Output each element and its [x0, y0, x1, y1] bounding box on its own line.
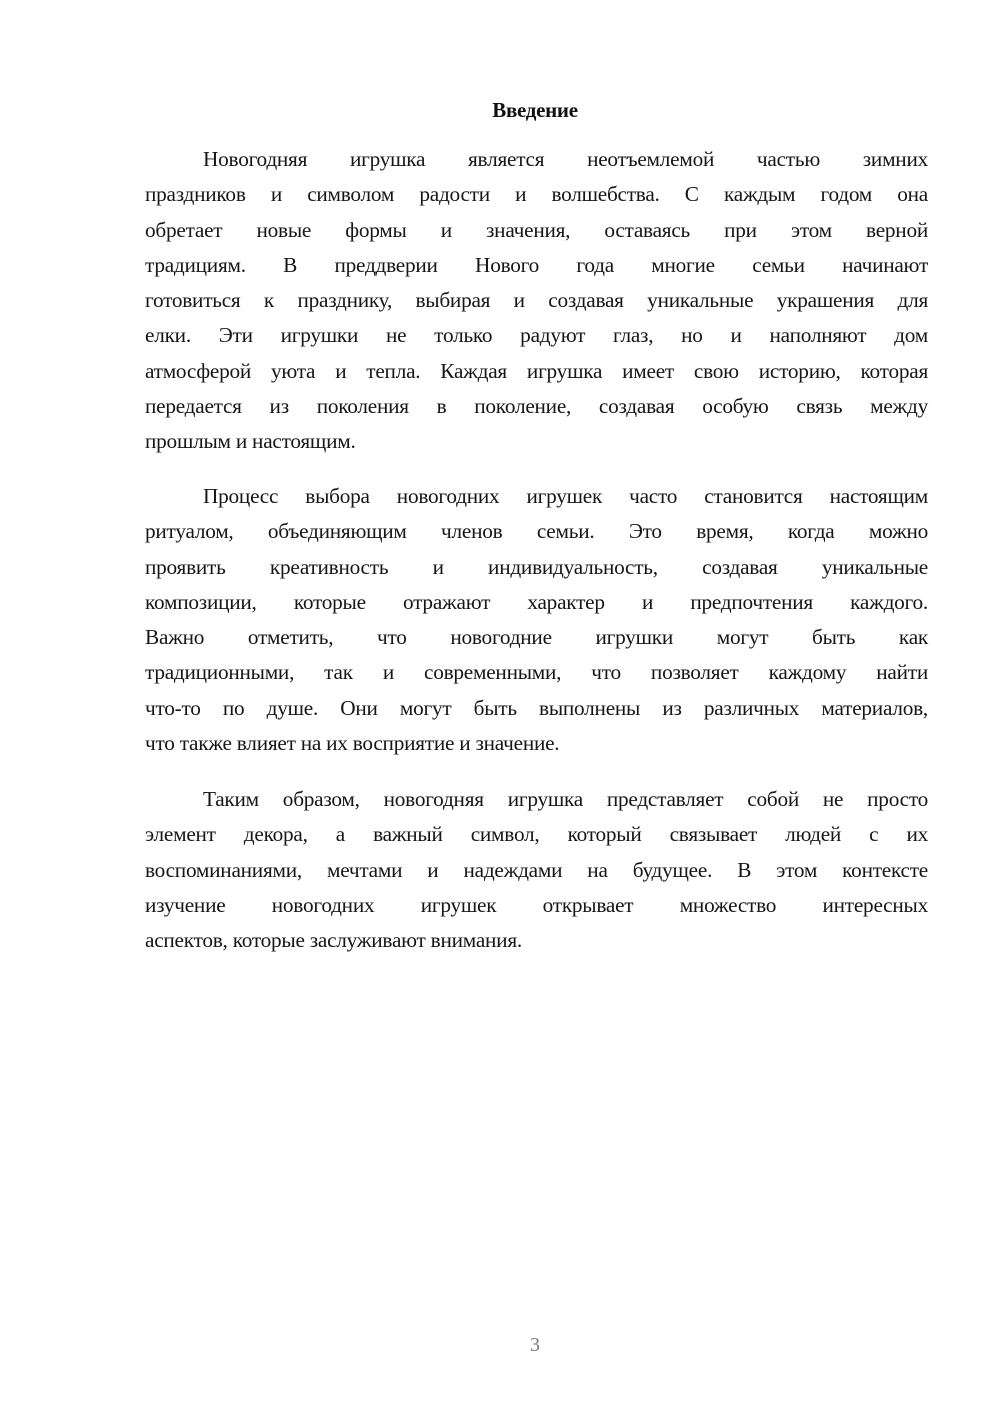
- paragraph-3: [145, 782, 928, 958]
- text-line: праздников и символом радости и волшебства. С каждым годом она: [145, 182, 928, 207]
- text-line: передается из поколения в поколение, создавая особую связь между: [145, 394, 928, 419]
- text-line: Процесс выбора новогодних игрушек часто становится настоящим: [203, 484, 928, 508]
- section-title: Введение: [492, 98, 578, 122]
- text-line: Таким образом, новогодняя игрушка представляет собой не просто: [203, 787, 928, 811]
- text-line: традициям. В преддверии Нового года многие семьи начинают: [145, 252, 928, 277]
- text-line: готовиться к празднику, выбирая и создавая уникальные украшения для: [145, 288, 928, 313]
- page-number: 3: [530, 1334, 540, 1356]
- text-line: елки. Эти игрушки не только радуют глаз, но и наполняют дом: [145, 323, 928, 348]
- paragraph-2: [145, 479, 928, 761]
- text-line: композиции, которые отражают характер и предпочтения каждого.: [145, 589, 928, 614]
- text-line: что также влияет на их восприятие и значение.: [145, 731, 560, 756]
- text-line: традиционными, так и современными, что позволяет каждому найти: [145, 660, 928, 685]
- text-line: прошлым и настоящим.: [145, 429, 356, 454]
- text-line: атмосферой уюта и тепла. Каждая игрушка имеет свою историю, которая: [145, 358, 928, 383]
- text-line: аспектов, которые заслуживают внимания.: [145, 928, 522, 953]
- text-line: что-то по душе. Они могут быть выполнены из различных материалов,: [145, 695, 928, 720]
- text-line: Важно отметить, что новогодние игрушки могут быть как: [145, 625, 928, 650]
- text-line: Новогодняя игрушка является неотъемлемой частью зимних: [203, 147, 928, 171]
- text-line: обретает новые формы и значения, оставаясь при этом верной: [145, 217, 928, 242]
- text-line: проявить креативность и индивидуальность, создавая уникальные: [145, 554, 928, 579]
- text-line: элемент декора, а важный символ, который связывает людей с их: [145, 822, 928, 847]
- text-line: ритуалом, объединяющим членов семьи. Это время, когда можно: [145, 519, 928, 544]
- text-line: изучение новогодних игрушек открывает множество интересных: [145, 892, 928, 917]
- text-line: воспоминаниями, мечтами и надеждами на будущее. В этом контексте: [145, 857, 928, 882]
- paragraph-1: [145, 142, 928, 460]
